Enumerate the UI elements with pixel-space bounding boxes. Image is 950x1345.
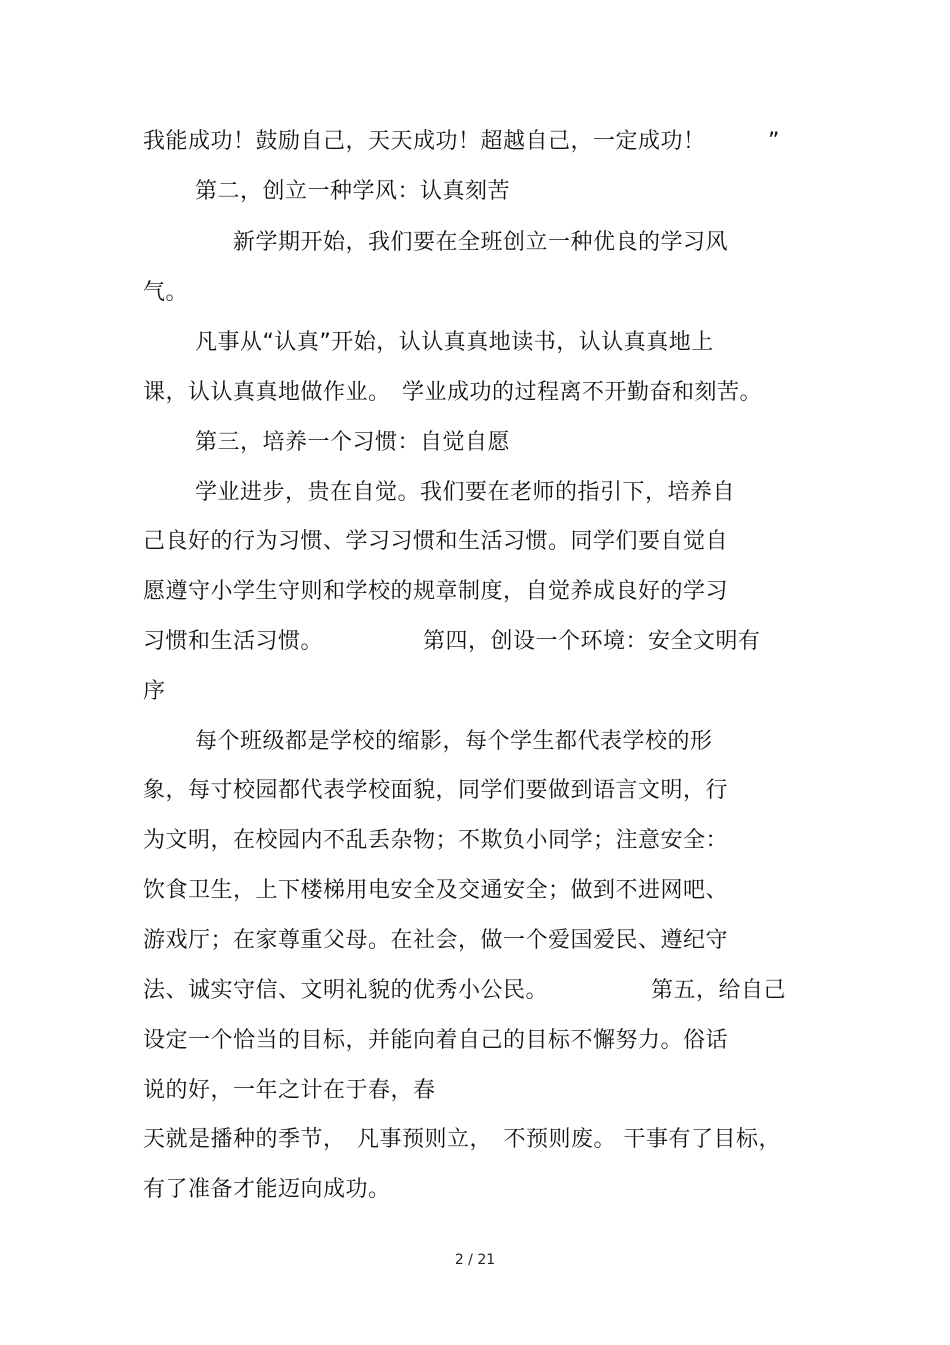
text-line: 天就是播种的季节， 凡事预则立， 不预则废。 干事有了目标， xyxy=(143,1127,781,1152)
text-line: 设定一个恰当的目标，并能向着自己的目标不懈努力。俗话 xyxy=(143,1028,729,1053)
text-line: 游戏厅；在家尊重父母。在社会，做一个爱国爱民、遵纪守 xyxy=(143,928,729,953)
text-line: 凡事从“认真”开始，认认真真地读书，认认真真地上 xyxy=(195,330,714,355)
text-line: 我能成功！鼓励自己，天天成功！超越自己，一定成功！ xyxy=(143,129,706,154)
text-line: 象，每寸校园都代表学校面貌，同学们要做到语言文明，行 xyxy=(143,778,729,803)
text-line: 为文明，在校园内不乱丢杂物；不欺负小同学；注意安全： xyxy=(143,828,729,853)
closing-quote: ” xyxy=(768,129,780,154)
section-heading: 第三，培养一个习惯：自觉自愿 xyxy=(195,430,511,455)
text-line: 课，认认真真地做作业。 学业成功的过程离不开勤奋和刻苦。 xyxy=(143,380,763,405)
text-line: 饮食卫生，上下楼梯用电安全及交通安全；做到不进网吧、 xyxy=(143,878,729,903)
text-line: 学业进步，贵在自觉。我们要在老师的指引下，培养自 xyxy=(195,480,736,505)
section-heading: 第四，创设一个环境：安全文明有 xyxy=(423,629,761,654)
text-line: 习惯和生活习惯。 xyxy=(143,629,324,654)
text-line: 序 xyxy=(143,679,166,704)
text-line: 说的好，一年之计在于春，春 xyxy=(143,1078,436,1103)
text-line: 愿遵守小学生守则和学校的规章制度，自觉养成良好的学习 xyxy=(143,579,729,604)
text-line: 新学期开始，我们要在全班创立一种优良的学习风 xyxy=(233,230,729,255)
section-heading: 第二，创立一种学风：认真刻苦 xyxy=(195,179,511,204)
text-line: 每个班级都是学校的缩影，每个学生都代表学校的形 xyxy=(195,729,713,754)
section-heading: 第五，给自己 xyxy=(651,978,787,1003)
page-number: 2 / 21 xyxy=(454,1252,496,1268)
text-line: 有了准备才能迈向成功。 xyxy=(143,1177,391,1202)
text-line: 己良好的行为习惯、学习习惯和生活习惯。同学们要自觉自 xyxy=(143,529,729,554)
text-line: 气。 xyxy=(143,280,189,305)
text-line: 法、诚实守信、文明礼貌的优秀小公民。 xyxy=(143,978,549,1003)
